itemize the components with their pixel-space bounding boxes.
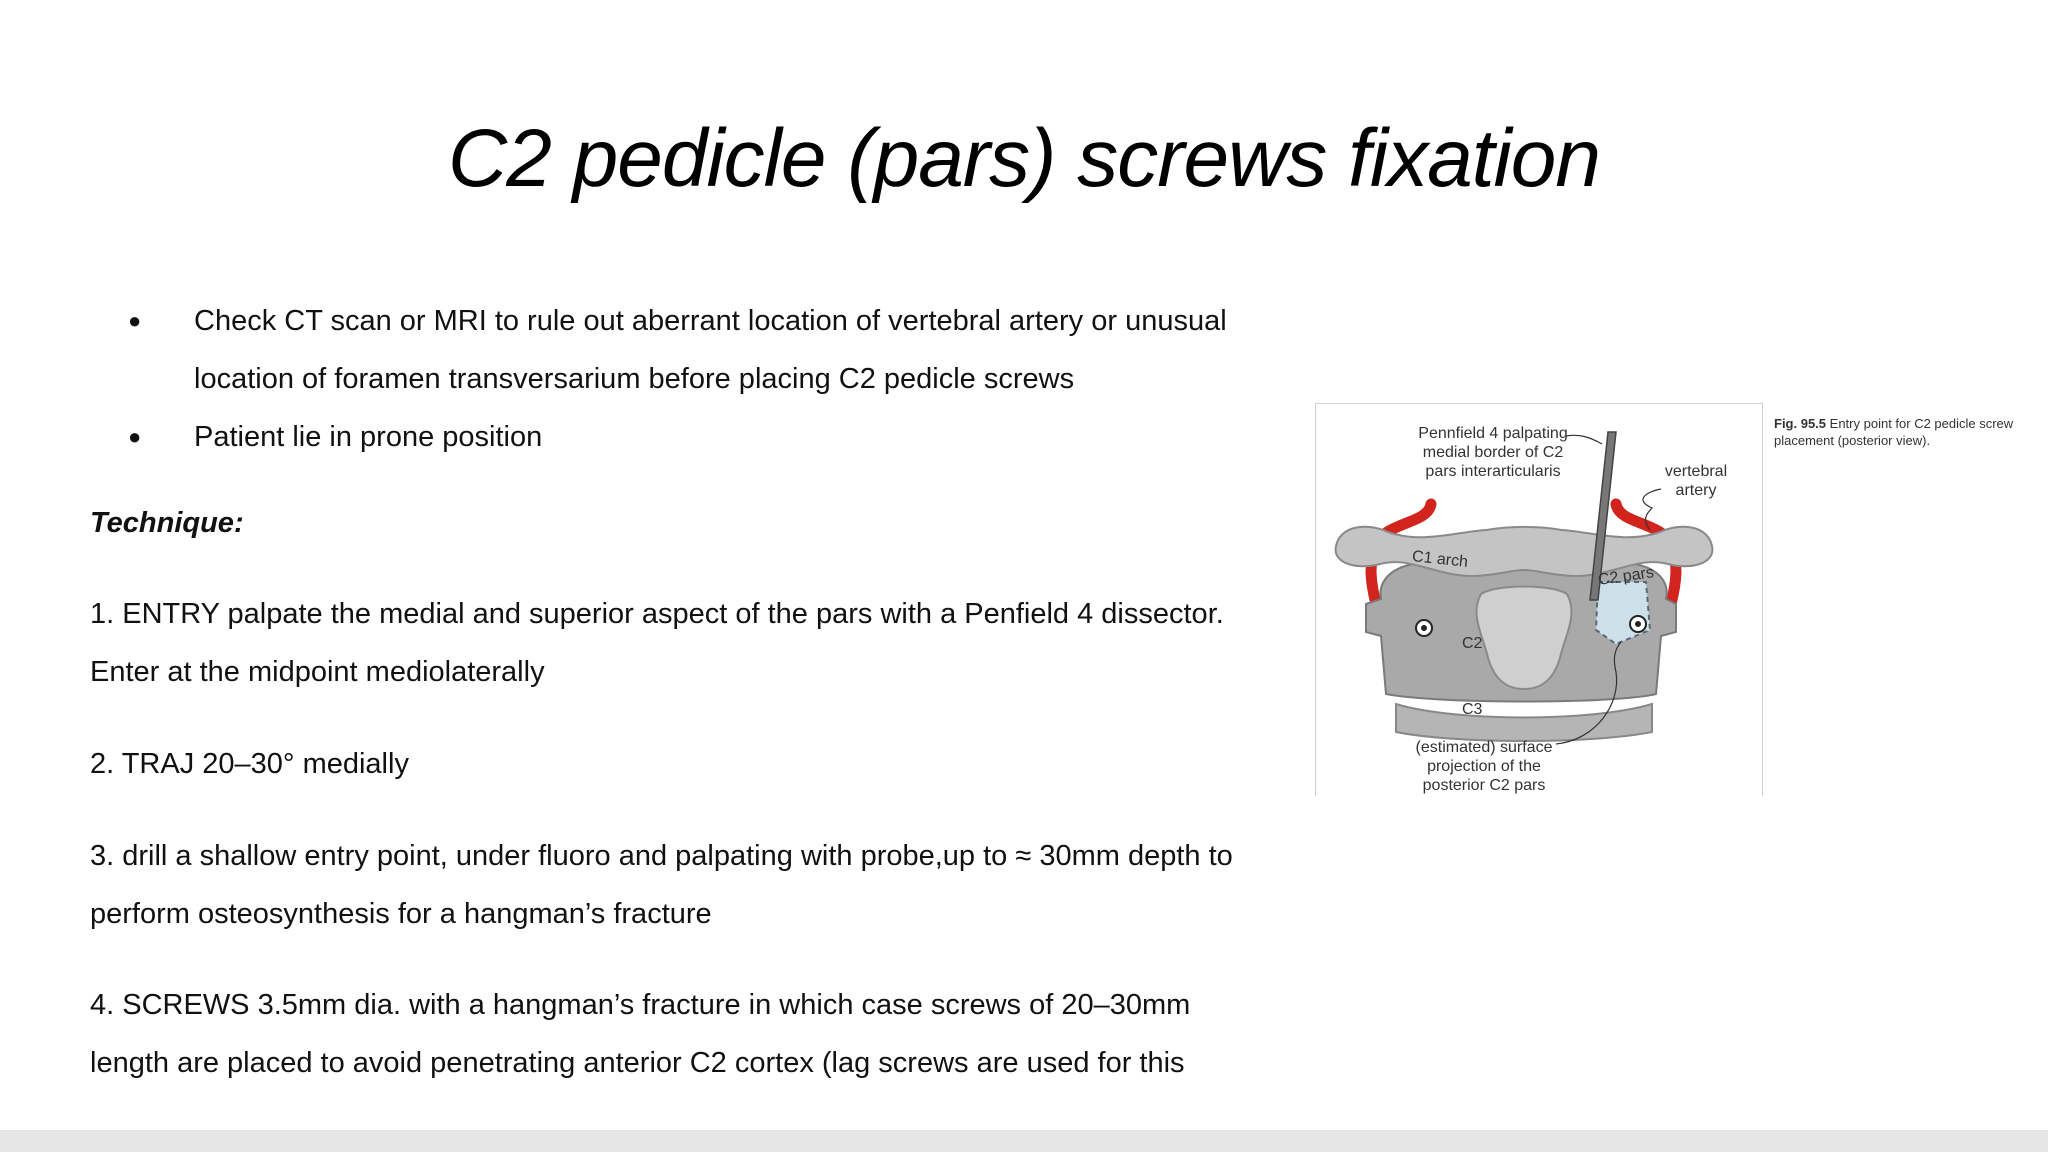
bullet-text: Patient lie in prone position: [194, 421, 543, 453]
step-2: 2. TRAJ 20–30° medially: [90, 748, 409, 780]
bullet-text: Check CT scan or MRI to rule out aberrant location of vertebral artery or unusual location of foramen transversarium before placing C2 pedicle screws: [194, 305, 1227, 395]
entry-point-left-dot: [1421, 625, 1427, 631]
step-3: 3. drill a shallow entry point, under fluoro and palpating with probe,up to ≈ 30mm depth to perform osteosynthesis for a hangman’s fracture: [90, 840, 1233, 930]
figure-caption-number: Fig. 95.5: [1774, 416, 1827, 431]
step-1: 1. ENTRY palpate the medial and superior aspect of the pars with a Penfield 4 dissector. Enter at the midpoint mediolaterally: [90, 598, 1224, 688]
bullet-list: [128, 292, 1258, 466]
slide-title: C2 pedicle (pars) screws fixation: [448, 113, 1600, 204]
step-4: 4. SCREWS 3.5mm dia. with a hangman’s fracture in which case screws of 20–30mm length are placed to avoid penetrating anterior C2 cortex (lag screws are used for this: [90, 989, 1191, 1079]
vertebral-artery-label: vertebral artery: [1664, 463, 1728, 499]
projection-label: (estimated) surface projection of the posterior C2 pars: [1415, 739, 1553, 794]
bottom-bar: [0, 1130, 2048, 1152]
entry-point-right-dot: [1635, 621, 1641, 627]
figure-caption: [1774, 415, 2014, 449]
c2-pars-label: C2 pars: [1597, 564, 1655, 589]
c1-arch: [1336, 527, 1713, 576]
bullet-dot-icon: ●: [128, 308, 142, 333]
c2-label: C2: [1462, 635, 1483, 652]
bullet-item: [128, 292, 1258, 408]
anatomy-figure: [1315, 403, 1763, 796]
penfield-label: Pennfield 4 palpating medial border of C2 pars interarticularis: [1418, 425, 1568, 480]
c1-arch-label: C1 arch: [1411, 548, 1469, 571]
figure-caption-text: Entry point for C2 pedicle screw placement (posterior view).: [1774, 416, 2014, 448]
bullet-dot-icon: ●: [128, 424, 142, 449]
bullet-item: [128, 408, 1258, 466]
technique-heading: Technique:: [90, 507, 244, 539]
c3-label: C3: [1462, 701, 1483, 718]
c3-vertebra: [1396, 704, 1652, 741]
